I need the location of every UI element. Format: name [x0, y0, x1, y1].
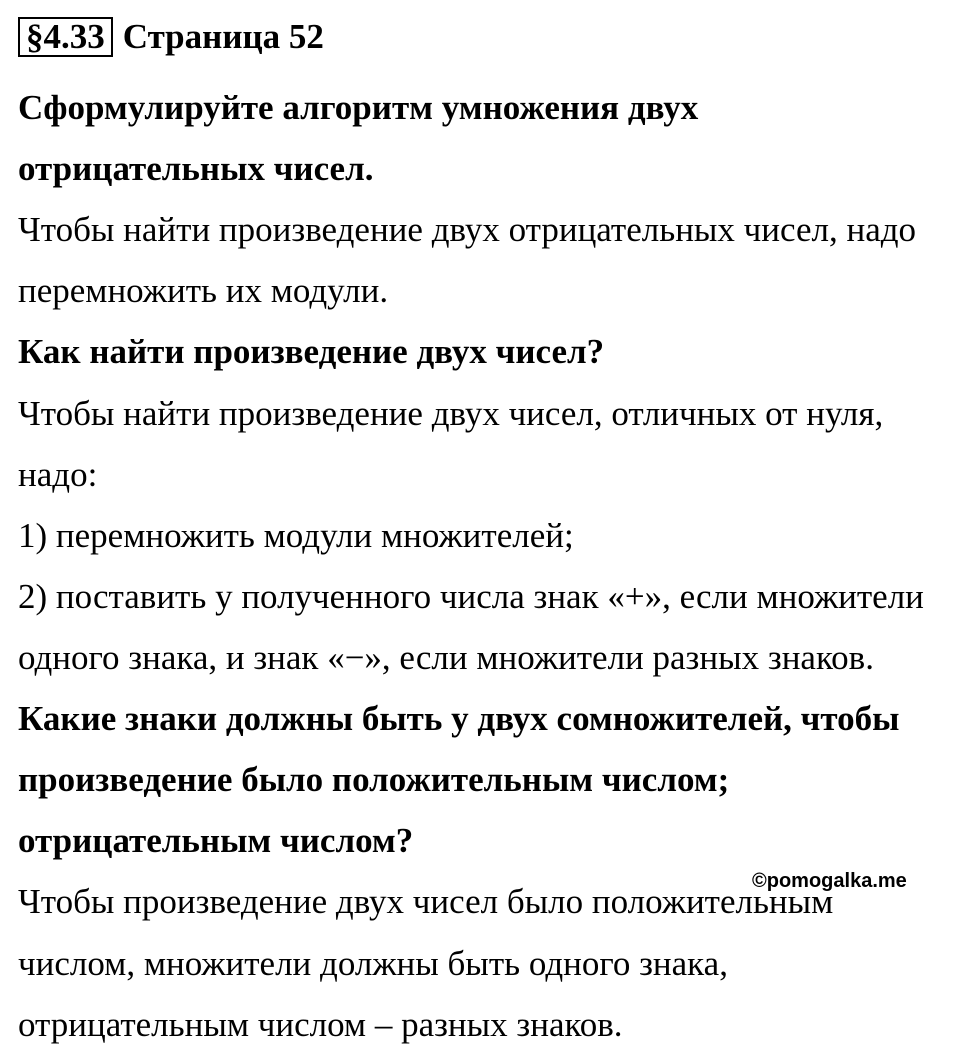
- question-3-line-1: Какие знаки должны быть у двух сомножителей, чтобы: [18, 699, 900, 738]
- question-2: Как найти произведение двух чисел?: [18, 332, 605, 371]
- answer-3-line-3: отрицательным числом – разных знаков.: [18, 1005, 623, 1044]
- question-1-line-2: отрицательных чисел.: [18, 149, 374, 188]
- page-number-label: Страница 52: [122, 17, 324, 56]
- section-number: §4.33: [18, 17, 113, 57]
- question-1-line-1: Сформулируйте алгоритм умножения двух: [18, 88, 699, 127]
- page-header: [18, 17, 324, 57]
- answer-2-line-2: надо:: [18, 455, 98, 494]
- answer-3-line-2: числом, множители должны быть одного знака,: [18, 944, 728, 983]
- answer-2-step-2-line-1: 2) поставить у полученного числа знак «+», если множители: [18, 577, 924, 616]
- answer-1-line-1: Чтобы найти произведение двух отрицательных чисел, надо: [18, 210, 917, 249]
- watermark: ©pomogalka.me: [752, 870, 907, 892]
- answer-1-line-2: перемножить их модули.: [18, 271, 389, 310]
- answer-3-line-1: Чтобы произведение двух чисел было положительным: [18, 882, 834, 921]
- answer-2-step-1: 1) перемножить модули множителей;: [18, 516, 574, 555]
- answer-2-step-2-line-2: одного знака, и знак «−», если множители разных знаков.: [18, 638, 874, 677]
- question-3-line-2: произведение было положительным числом;: [18, 760, 730, 799]
- answer-2-line-1: Чтобы найти произведение двух чисел, отличных от нуля,: [18, 394, 884, 433]
- question-3-line-3: отрицательным числом?: [18, 821, 414, 860]
